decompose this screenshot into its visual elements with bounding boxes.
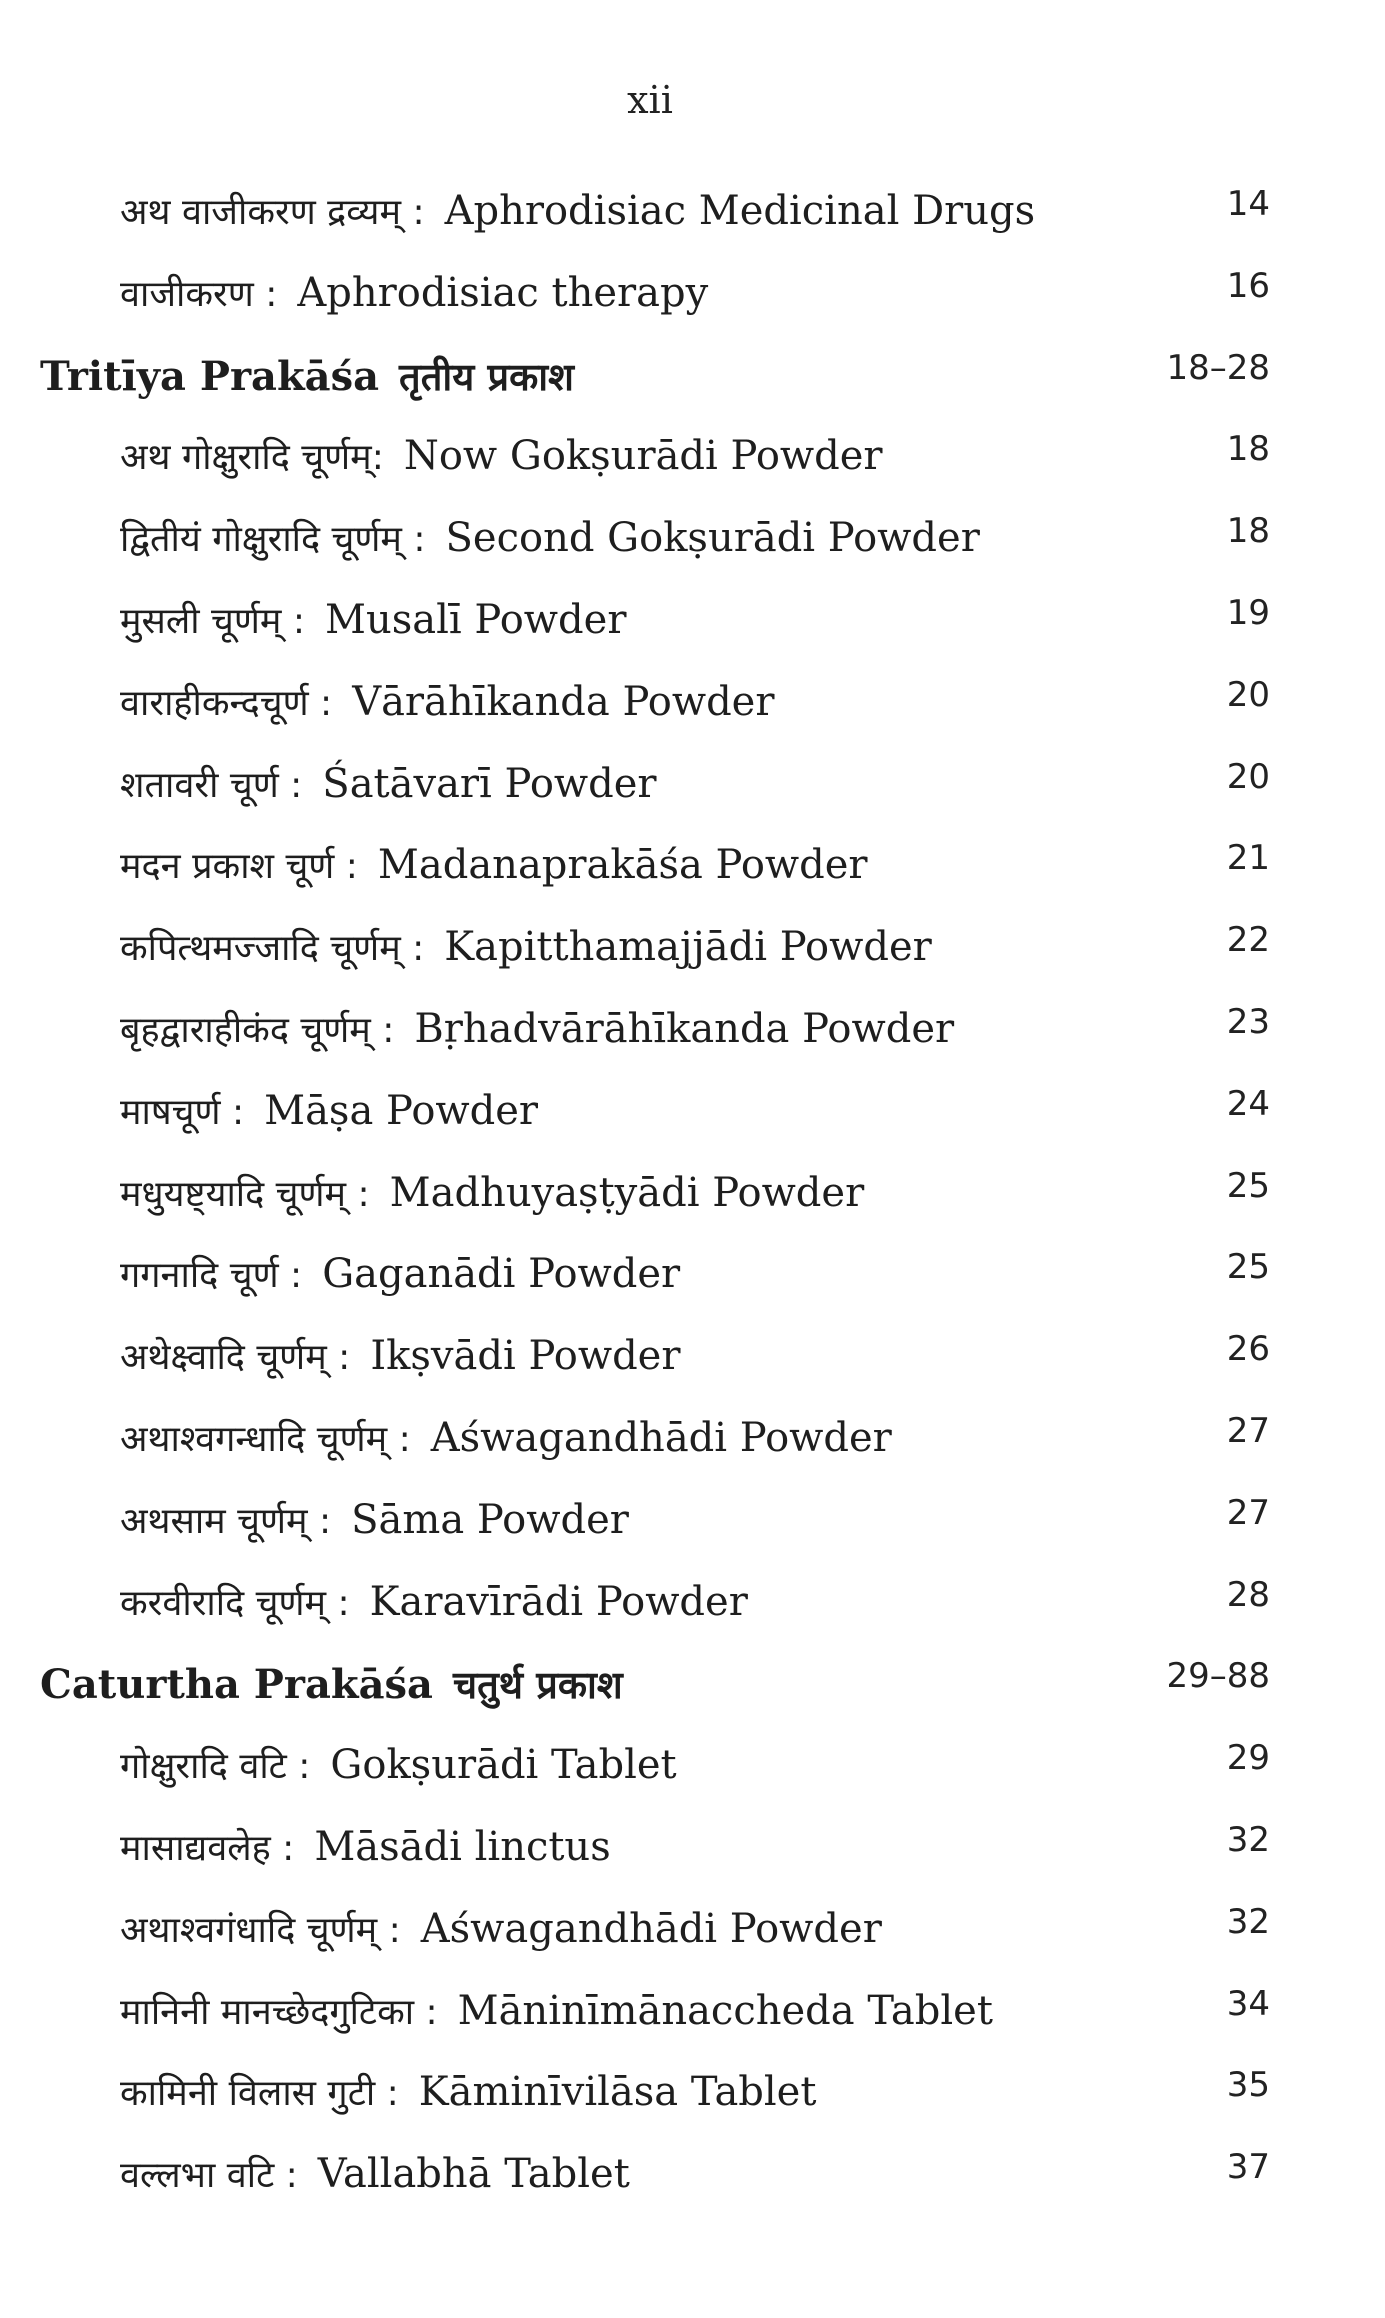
sanskrit-name: गोक्षुरादि वटि : [120,1746,311,1788]
english-name: Māsādi linctus [314,1823,611,1870]
toc-entry [0,998,1385,1080]
english-name: Ikṣvādi Powder [370,1333,681,1380]
toc-entry [0,1325,1385,1407]
entry-title [120,513,980,562]
sanskrit-name: मासाद्यवलेह : [120,1827,295,1869]
sanskrit-name: मुसली चूर्णम् : [120,600,306,642]
page-ref: 22 [1226,920,1270,961]
page-ref: 25 [1226,1165,1270,1206]
english-name: Tritīya Prakāśa [40,352,380,400]
sanskrit-name: माषचूर्ण : [120,1091,245,1133]
toc-entry [0,753,1385,835]
page-ref: 18 [1226,429,1270,470]
entry-title [120,1822,611,1871]
section-title [40,350,574,402]
entry-title [120,1331,680,1380]
sanskrit-name: करवीरादि चूर्णम् : [120,1582,350,1624]
sanskrit-name: मदन प्रकाश चूर्ण : [120,846,358,888]
toc-entry [0,834,1385,916]
entry-title [120,1986,993,2035]
page-ref: 21 [1226,838,1270,879]
page-ref: 29–88 [1166,1656,1270,1697]
english-name: Musalī Powder [325,596,627,643]
entry-title [120,677,774,726]
toc-entry [0,180,1385,262]
toc-entry [0,425,1385,507]
english-name: Vallabhā Tablet [317,2151,630,2198]
entry-title [120,840,868,889]
entry-title [120,186,1035,235]
sanskrit-name: वल्लभा वटि : [120,2155,298,2197]
sanskrit-name: मानिनी मानच्छेदगुटिका : [120,1991,438,2033]
toc-section-heading [0,344,1385,426]
page-ref: 23 [1226,1001,1270,1042]
toc-entry [0,2061,1385,2143]
toc-entry [0,1571,1385,1653]
entry-title [120,759,657,808]
sanskrit-name: शतावरी चूर्ण : [120,764,303,806]
english-name: Kapitthamajjādi Powder [444,924,932,971]
english-name: Aphrodisiac therapy [297,269,709,316]
sanskrit-name: अथेक्ष्वादि चूर्णम् : [120,1337,351,1379]
page-ref: 24 [1226,1083,1270,1124]
english-name: Aśwagandhādi Powder [420,1905,882,1952]
english-name: Now Gokṣurādi Powder [403,433,883,480]
sanskrit-name: कपित्थमज्जादि चूर्णम् : [120,928,425,970]
entry-title [120,1577,748,1626]
entry-title [120,1904,882,1953]
sanskrit-name: वाराहीकन्दचूर्ण : [120,682,333,724]
sanskrit-name: अथाश्वगन्धादि चूर्णम् : [120,1418,411,1460]
entry-title [120,268,708,317]
entry-title [120,1249,680,1298]
toc-entry [0,262,1385,344]
toc-entry [0,1243,1385,1325]
sanskrit-name: अथ गोक्षुरादि चूर्णम्: [120,437,384,479]
toc-entry [0,1898,1385,1980]
english-name: Śatāvarī Powder [322,760,657,807]
sanskrit-name: अथ वाजीकरण द्रव्यम् : [120,192,425,233]
entry-title [120,2067,816,2116]
english-name: Karavīrādi Powder [369,1578,748,1625]
english-name: Caturtha Prakāśa [40,1661,433,1709]
entry-title [120,922,932,971]
toc-entry [0,671,1385,753]
english-name: Gokṣurādi Tablet [330,1742,677,1789]
english-name: Sāma Powder [351,1496,629,1543]
sanskrit-name: कामिनी विलास गुटी : [120,2073,399,2115]
toc-entry [0,1489,1385,1571]
page-ref: 35 [1226,2065,1270,2106]
page-ref: 18–28 [1166,347,1270,388]
page-ref: 28 [1226,1574,1270,1615]
english-name: Aphrodisiac Medicinal Drugs [444,188,1036,234]
sanskrit-name: बृहद्वाराहीकंद चूर्णम् : [120,1009,395,1051]
entry-title [120,431,883,480]
english-name: Madhuyaṣṭyādi Powder [389,1169,865,1216]
page-ref: 37 [1226,2147,1270,2188]
page-ref: 16 [1226,265,1270,306]
toc-section-heading [0,1652,1385,1734]
page-number: xii [627,78,673,122]
english-name: Madanaprakāśa Powder [377,842,868,889]
sanskrit-name: चतुर्थ प्रकाश [452,1663,623,1708]
toc-entry [0,1080,1385,1162]
english-name: Second Gokṣurādi Powder [445,515,980,562]
entry-title [120,2149,630,2198]
english-name: Aśwagandhādi Powder [430,1414,892,1461]
sanskrit-name: अथाश्वगंधादि चूर्णम् : [120,1909,401,1951]
section-title [40,1658,623,1710]
page-ref: 25 [1226,1247,1270,1288]
toc-entry [0,1162,1385,1244]
table-of-contents [0,180,1385,2225]
entry-title [120,1413,892,1462]
sanskrit-name: वाजीकरण : [120,273,278,315]
toc-entry [0,1734,1385,1816]
english-name: Gaganādi Powder [322,1251,681,1298]
toc-entry [0,589,1385,671]
toc-entry [0,1980,1385,2062]
page-ref: 27 [1226,1410,1270,1451]
page-ref: 14 [1226,184,1270,224]
page-ref: 26 [1226,1329,1270,1370]
toc-entry [0,2143,1385,2225]
toc-entry [0,916,1385,998]
entry-title [120,1495,629,1544]
english-name: Bṛhadvārāhīkanda Powder [414,1005,955,1052]
page-ref: 32 [1226,1901,1270,1942]
page-ref: 32 [1226,1819,1270,1860]
sanskrit-name: तृतीय प्रकाश [399,354,574,399]
english-name: Vārāhīkanda Powder [352,678,775,725]
english-name: Māninīmānaccheda Tablet [457,1987,993,2034]
page-ref: 19 [1226,592,1270,633]
page-ref: 18 [1226,511,1270,552]
entry-title [120,1168,864,1217]
toc-entry [0,1407,1385,1489]
english-name: Māṣa Powder [264,1087,539,1134]
page-ref: 20 [1226,756,1270,797]
entry-title [120,1086,538,1135]
toc-entry [0,507,1385,589]
sanskrit-name: गगनादि चूर्ण : [120,1255,303,1297]
entry-title [120,595,626,644]
page-ref: 20 [1226,674,1270,715]
page-ref: 27 [1226,1492,1270,1533]
english-name: Kāminīvilāsa Tablet [418,2069,817,2116]
sanskrit-name: मधुयष्ट्यादि चूर्णम् : [120,1173,370,1215]
page-ref: 29 [1226,1738,1270,1779]
toc-entry [0,1816,1385,1898]
entry-title [120,1004,954,1053]
entry-title [120,1740,677,1789]
sanskrit-name: अथसाम चूर्णम् : [120,1500,332,1542]
page-ref: 34 [1226,1983,1270,2024]
sanskrit-name: द्वितीयं गोक्षुरादि चूर्णम् : [120,519,426,561]
